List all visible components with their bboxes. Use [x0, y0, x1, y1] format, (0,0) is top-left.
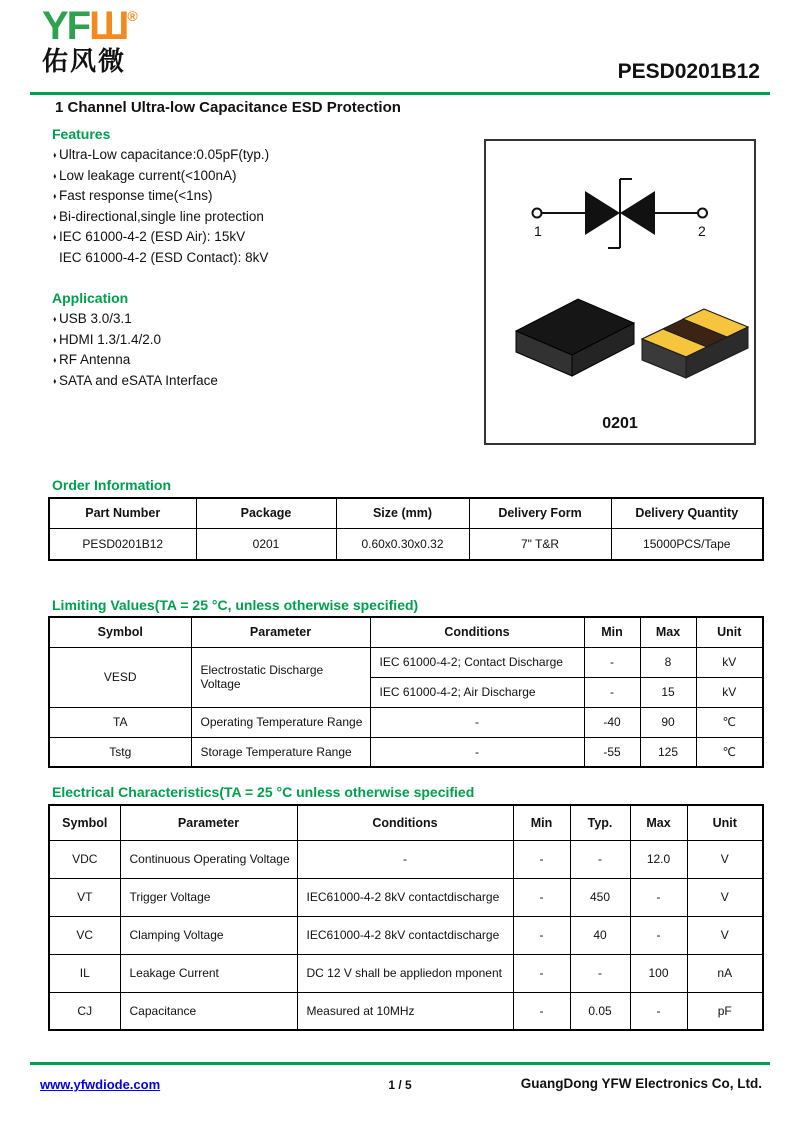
part-number: PESD0201B12 — [617, 60, 760, 83]
col-header: Unit — [696, 617, 763, 647]
cell-max: - — [630, 916, 687, 954]
cell-max: 100 — [630, 954, 687, 992]
col-header: Package — [196, 498, 336, 528]
bullet-icon: ♦ — [53, 170, 57, 181]
table-row — [49, 916, 763, 954]
cell-max: 8 — [640, 647, 696, 677]
registered-trademark-icon: ® — [127, 8, 138, 24]
table-header-row — [49, 617, 763, 647]
cell-max: 12.0 — [630, 840, 687, 878]
list-item — [52, 166, 269, 187]
pin1-label: 1 — [534, 223, 542, 239]
col-header: Parameter — [191, 617, 370, 647]
order-info-table — [48, 497, 764, 561]
logo-chinese-name: 佑风微 — [42, 46, 127, 76]
cell-unit: V — [687, 878, 763, 916]
col-header: Part Number — [49, 498, 196, 528]
cell-unit: nA — [687, 954, 763, 992]
logo-text-orange: Ш — [89, 4, 128, 48]
bullet-icon: ♦ — [53, 232, 57, 242]
application-text: SATA and eSATA Interface — [59, 372, 218, 388]
table-header-row — [49, 805, 763, 840]
col-header: Parameter — [120, 805, 297, 840]
cell-conditions: - — [297, 840, 513, 878]
device-diagram-box — [484, 139, 756, 445]
feature-text: Fast response time(<1ns) — [59, 188, 213, 203]
cell-typ: - — [570, 954, 630, 992]
list-item — [52, 227, 269, 248]
package-size-label: 0201 — [602, 415, 638, 432]
col-header: Max — [640, 617, 696, 647]
company-name: GuangDong YFW Electronics Co, Ltd. — [520, 1076, 762, 1091]
logo-wordmark — [42, 6, 138, 46]
application-text: USB 3.0/3.1 — [59, 311, 132, 326]
cell-size: 0.60x0.30x0.32 — [336, 528, 469, 560]
cell-symbol: TA — [49, 707, 191, 737]
col-header: Conditions — [297, 805, 513, 840]
feature-text: IEC 61000-4-2 (ESD Air): 15kV — [59, 229, 246, 244]
feature-text: Bi-directional,single line protection — [59, 208, 264, 224]
cell-unit: pF — [687, 992, 763, 1030]
table-row — [49, 954, 763, 992]
page-indicator: 1 / 5 — [388, 1078, 412, 1092]
application-text: RF Antenna — [59, 352, 131, 367]
cell-parameter: Capacitance — [120, 992, 297, 1030]
cell-conditions: - — [370, 737, 584, 767]
cell-typ: 450 — [570, 878, 630, 916]
cell-typ: - — [570, 840, 630, 878]
cell-min: - — [584, 647, 640, 677]
features-list — [52, 145, 269, 267]
table-row — [49, 737, 763, 767]
cell-parameter: Clamping Voltage — [120, 916, 297, 954]
cell-max: 90 — [640, 707, 696, 737]
package-chip-bottom-view — [642, 309, 748, 378]
order-info-table-wrap — [48, 497, 762, 561]
table-row — [49, 840, 763, 878]
col-header: Conditions — [370, 617, 584, 647]
cell-unit: kV — [696, 677, 763, 707]
pin2-label: 2 — [698, 223, 706, 239]
package-chip-top-view — [516, 299, 634, 376]
cell-conditions: Measured at 10MHz — [297, 992, 513, 1030]
order-info-heading: Order Information — [52, 477, 172, 493]
list-item-continuation: IEC 61000-4-2 (ESD Contact): 8kV — [59, 249, 269, 265]
table-row — [49, 992, 763, 1030]
application-list — [52, 309, 218, 391]
cell-max: - — [630, 878, 687, 916]
cell-parameter: Leakage Current — [120, 954, 297, 992]
cell-min: - — [513, 878, 570, 916]
diode-cathode-triangle — [620, 191, 655, 235]
cell-unit: ℃ — [696, 707, 763, 737]
cell-conditions: DC 12 V shall be appliedon mponent — [297, 954, 513, 992]
col-header: Typ. — [570, 805, 630, 840]
cell-symbol: CJ — [49, 992, 120, 1030]
feature-text: Ultra-Low capacitance:0.05pF(typ.) — [59, 147, 270, 162]
logo-text-green: YF — [42, 4, 90, 48]
features-heading: Features — [52, 126, 111, 142]
application-heading: Application — [52, 290, 129, 306]
cell-conditions: IEC61000-4-2 8kV contactdischarge — [297, 878, 513, 916]
page-title: 1 Channel Ultra-low Capacitance ESD Protection — [55, 99, 401, 116]
cell-min: - — [513, 954, 570, 992]
cell-delivery-quantity: 15000PCS/Tape — [611, 528, 763, 560]
cell-min: -55 — [584, 737, 640, 767]
list-item — [52, 309, 218, 330]
cell-unit: V — [687, 840, 763, 878]
table-row — [49, 878, 763, 916]
list-item — [52, 350, 218, 371]
bullet-icon: ♦ — [53, 375, 57, 386]
cell-unit: V — [687, 916, 763, 954]
col-header: Delivery Quantity — [611, 498, 763, 528]
col-header: Min — [513, 805, 570, 840]
cell-conditions: IEC 61000-4-2; Air Discharge — [370, 677, 584, 707]
application-text: HDMI 1.3/1.4/2.0 — [59, 331, 162, 347]
cell-min: - — [584, 677, 640, 707]
cell-symbol: VESD — [49, 647, 191, 707]
list-item — [52, 186, 269, 207]
diode-symbol-and-package-image — [486, 141, 754, 443]
list-item — [52, 207, 269, 228]
col-header: Unit — [687, 805, 763, 840]
list-item — [52, 330, 218, 351]
cell-min: - — [513, 992, 570, 1030]
col-header: Size (mm) — [336, 498, 469, 528]
cell-min: -40 — [584, 707, 640, 737]
limiting-values-table-wrap — [48, 616, 762, 768]
cell-conditions: IEC 61000-4-2; Contact Discharge — [370, 647, 584, 677]
col-header: Delivery Form — [469, 498, 611, 528]
bullet-icon: ♦ — [53, 191, 57, 201]
electrical-characteristics-table — [48, 804, 764, 1031]
cell-parameter: Trigger Voltage — [120, 878, 297, 916]
table-row — [49, 707, 763, 737]
cell-symbol: Tstg — [49, 737, 191, 767]
diode-anode-triangle — [585, 191, 620, 235]
cell-min: - — [513, 916, 570, 954]
cell-symbol: VC — [49, 916, 120, 954]
col-header: Symbol — [49, 805, 120, 840]
cell-max: 15 — [640, 677, 696, 707]
cell-unit: ℃ — [696, 737, 763, 767]
cell-symbol: IL — [49, 954, 120, 992]
table-row — [49, 647, 763, 677]
list-item — [52, 371, 218, 392]
cell-max: 125 — [640, 737, 696, 767]
footer-divider — [30, 1062, 770, 1065]
limiting-values-table — [48, 616, 764, 768]
table-header-row — [49, 498, 763, 528]
cell-max: - — [630, 992, 687, 1030]
feature-text: Low leakage current(<100nA) — [59, 167, 237, 183]
bullet-icon: ♦ — [53, 334, 57, 345]
electrical-characteristics-heading: Electrical Characteristics(TA = 25 °C unless otherwise specified — [52, 784, 475, 800]
cell-part-number: PESD0201B12 — [49, 528, 196, 560]
bullet-icon: ♦ — [53, 314, 57, 324]
cell-typ: 40 — [570, 916, 630, 954]
cell-typ: 0.05 — [570, 992, 630, 1030]
tvs-diode-symbol — [533, 179, 708, 248]
col-header: Max — [630, 805, 687, 840]
col-header: Min — [584, 617, 640, 647]
company-logo — [42, 6, 138, 74]
bullet-icon: ♦ — [53, 355, 57, 365]
cell-parameter: Storage Temperature Range — [191, 737, 370, 767]
cell-min: - — [513, 840, 570, 878]
cell-delivery-form: 7" T&R — [469, 528, 611, 560]
cell-parameter: Electrostatic Discharge Voltage — [191, 647, 370, 707]
table-row — [49, 528, 763, 560]
cell-symbol: VDC — [49, 840, 120, 878]
electrical-characteristics-table-wrap — [48, 804, 762, 1031]
cell-symbol: VT — [49, 878, 120, 916]
limiting-values-heading: Limiting Values(TA = 25 °C, unless otherwise specified) — [52, 597, 419, 613]
bullet-icon: ♦ — [53, 150, 57, 160]
cell-package: 0201 — [196, 528, 336, 560]
bullet-icon: ♦ — [53, 211, 57, 222]
cell-conditions: - — [370, 707, 584, 737]
cell-conditions: IEC61000-4-2 8kV contactdischarge — [297, 916, 513, 954]
list-item — [52, 145, 269, 166]
header-divider — [30, 92, 770, 95]
cell-parameter: Continuous Operating Voltage — [120, 840, 297, 878]
cell-unit: kV — [696, 647, 763, 677]
website-link[interactable]: www.yfwdiode.com — [40, 1077, 161, 1092]
cell-parameter: Operating Temperature Range — [191, 707, 370, 737]
col-header: Symbol — [49, 617, 191, 647]
